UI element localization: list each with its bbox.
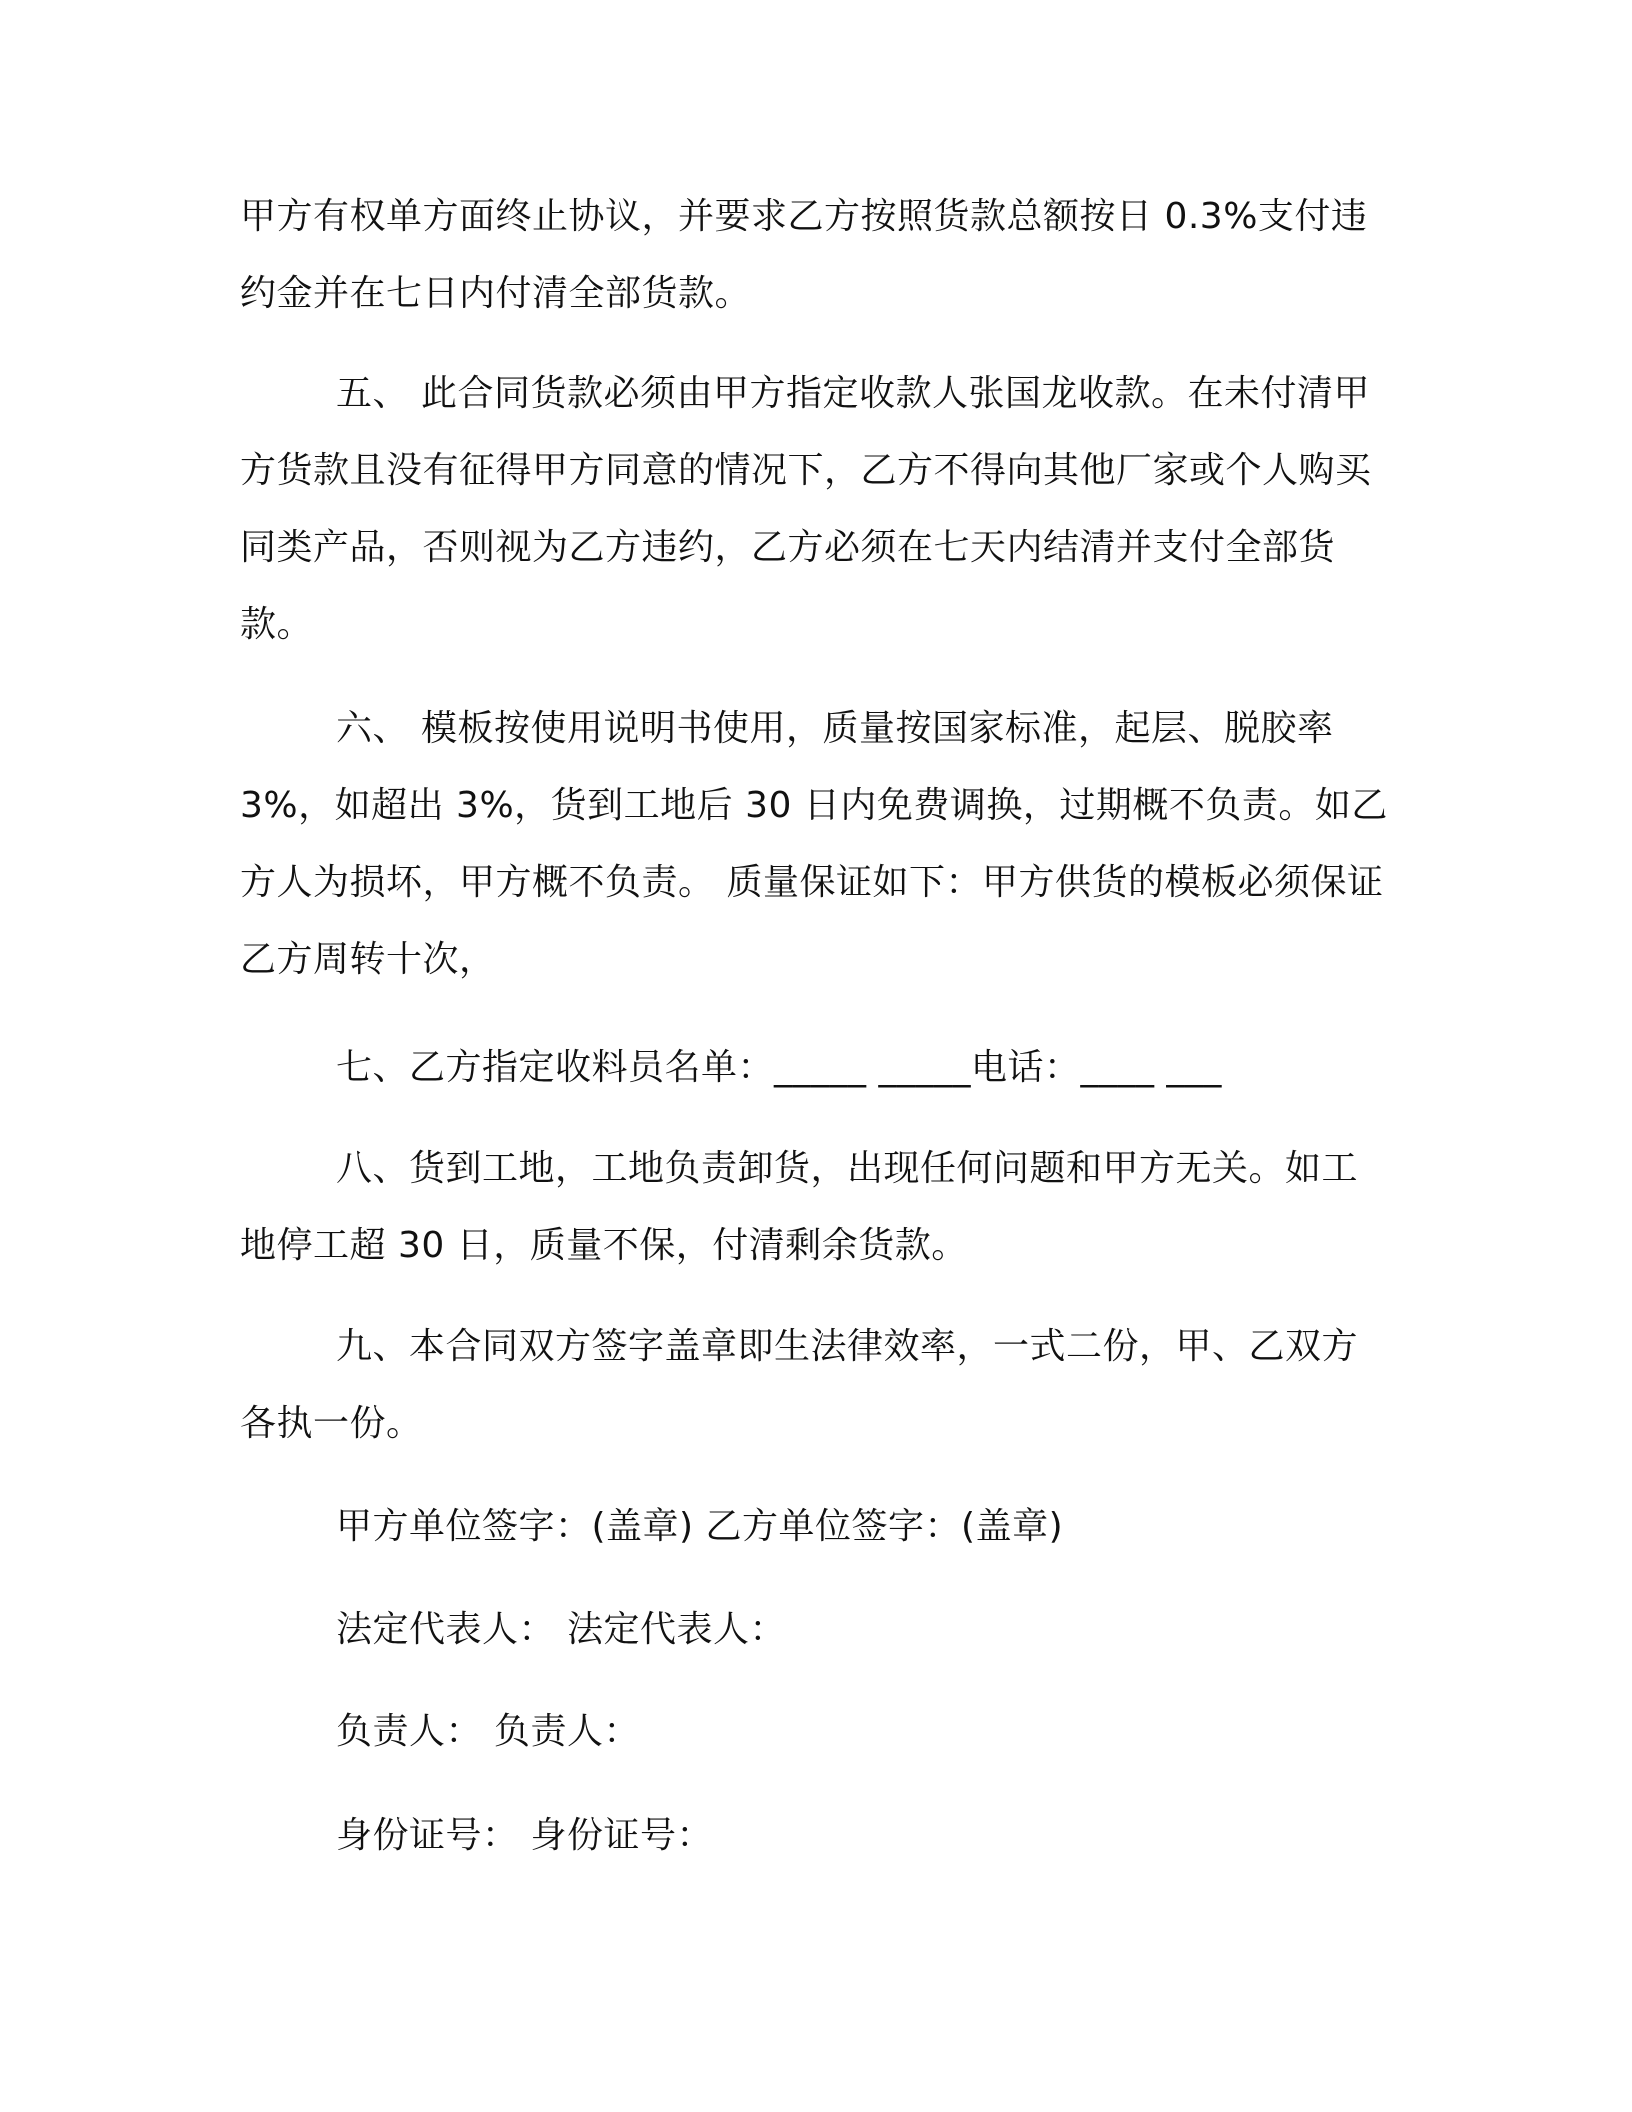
- paragraph-continuation: 甲方有权单方面终止协议，并要求乙方按照货款总额按日 0.3%支付违约金并在七日内付清全部货款。: [240, 196, 1368, 314]
- clause-7: 七、乙方指定收料员名单：_____ _____电话：____ ___: [336, 1047, 1222, 1088]
- signature-unit-line: 甲方单位签字：(盖章) 乙方单位签字：(盖章): [336, 1506, 1064, 1547]
- clause-8: 八、货到工地，工地负责卸货，出现任何问题和甲方无关。如工地停工超 30 日，质量不保，付清剩余货款。: [240, 1148, 1359, 1266]
- legal-representative-line: 法定代表人： 法定代表人：: [336, 1609, 786, 1650]
- responsible-person-line: 负责人： 负责人：: [336, 1711, 640, 1752]
- clause-9: 九、本合同双方签字盖章即生法律效率，一式二份，甲、乙双方各执一份。: [240, 1326, 1359, 1444]
- id-number-line: 身份证号： 身份证号：: [336, 1815, 713, 1856]
- clause-6: 六、 模板按使用说明书使用，质量按国家标准，起层、脱胶率 3%，如超出 3%，货到工地后 30 日内免费调换，过期概不负责。如乙方人为损坏，甲方概不负责。 质量保证如下：甲方供货的模板必须保证乙方周转十次，: [240, 708, 1388, 980]
- clause-5: 五、 此合同货款必须由甲方指定收款人张国龙收款。在未付清甲方货款且没有征得甲方同意的情况下，乙方不得向其他厂家或个人购买同类产品，否则视为乙方违约，乙方必须在七天内结清并支付全部货款。: [240, 373, 1372, 645]
